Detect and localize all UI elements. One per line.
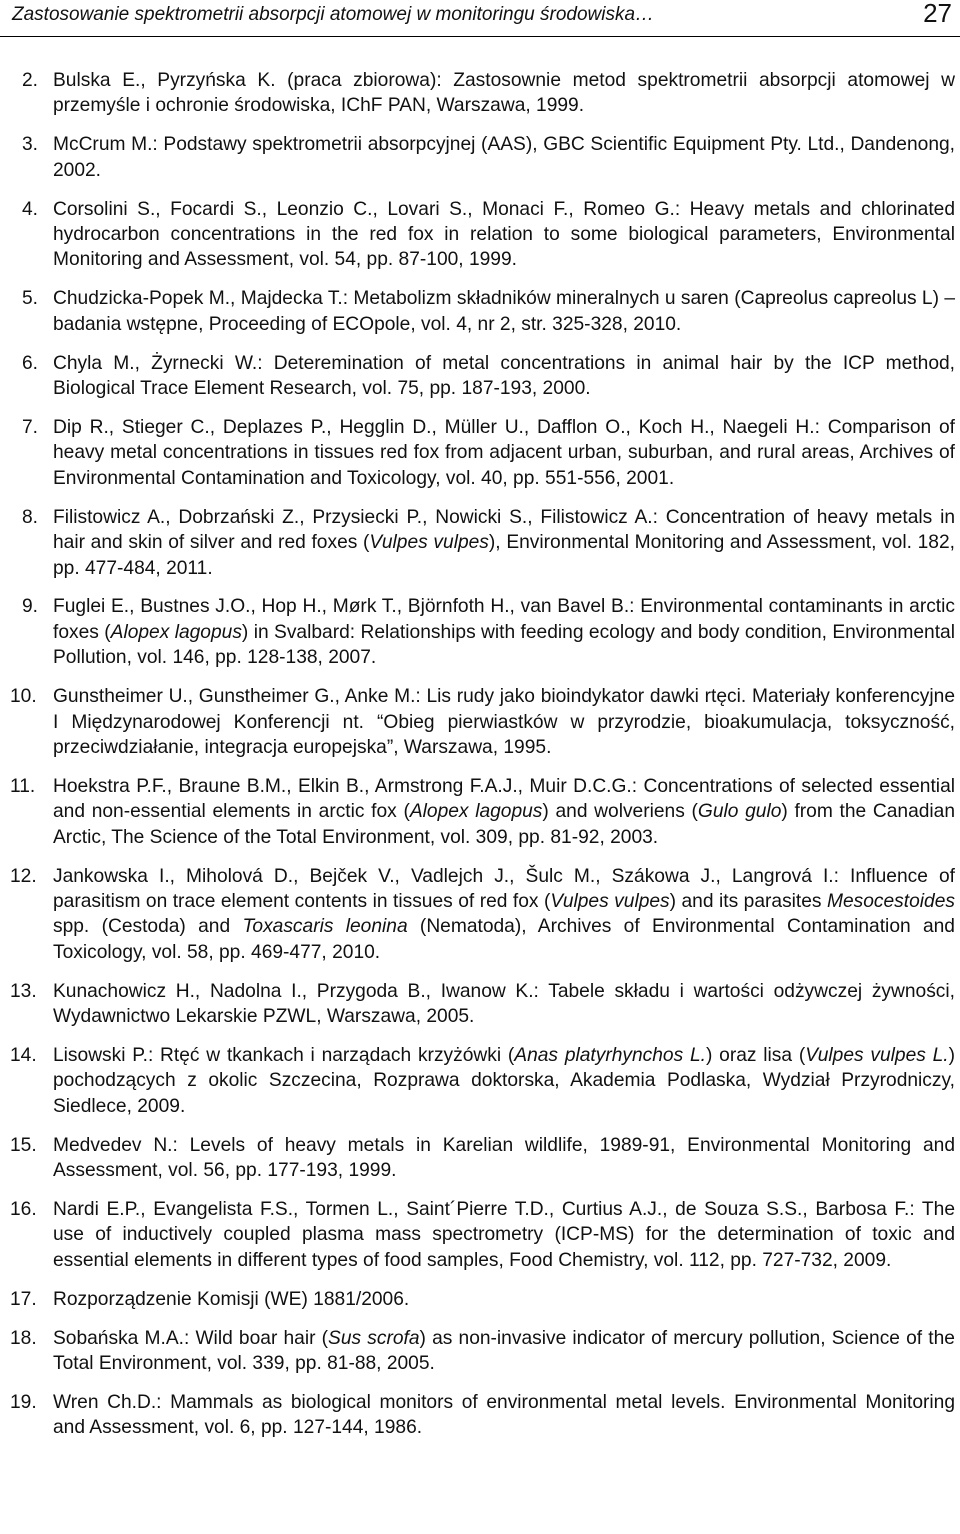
running-header-title: Zastosowanie spektrometrii absorpcji atomowej w monitoringu środowiska… xyxy=(12,4,655,25)
reference-number: 6. xyxy=(22,352,39,374)
reference-text-segment: ) and its parasites xyxy=(669,890,827,912)
reference-text xyxy=(53,134,955,180)
reference-number: 3. xyxy=(22,134,39,156)
reference-number: 18. xyxy=(10,1327,37,1349)
reference-italic-segment: Gulo gulo xyxy=(697,801,782,823)
reference-item xyxy=(0,774,960,850)
reference-text xyxy=(53,417,955,489)
reference-italic-segment: Alopex lagopus xyxy=(409,801,543,823)
reference-text xyxy=(53,776,955,848)
reference-text-segment: Chyla M., Żyrnecki W.: Deteremination of metal concentrations in animal hair by the ICP method, Biological Trace Element Research, vol. 75, pp. 187-193, 2000. xyxy=(53,352,955,400)
reference-number: 9. xyxy=(22,596,39,618)
reference-text-segment: spp. (Cestoda) and xyxy=(53,916,243,938)
header-rule xyxy=(0,36,960,37)
reference-number: 11. xyxy=(10,775,36,797)
running-header xyxy=(12,0,952,34)
reference-text xyxy=(53,1328,955,1374)
reference-number: 13. xyxy=(10,980,37,1002)
reference-item xyxy=(0,1287,960,1312)
reference-text-segment: ) and wolveriens ( xyxy=(542,801,698,823)
reference-text-segment: ), Environmental Monitoring and Assessment, vol. 182, pp. 477-484, 2011. xyxy=(53,532,955,579)
reference-item xyxy=(0,351,960,402)
reference-item xyxy=(0,68,960,119)
reference-text-segment: Wren Ch.D.: Mammals as biological monitors of environmental metal levels. Environmental Monitoring and Assessment, vol. 6, pp. 127-144, 1986. xyxy=(53,1391,955,1439)
reference-text-segment: (Nematoda), Archives of Environmental Contamination and Toxicology, vol. 58, pp. 469-477, 2010. xyxy=(53,916,955,963)
reference-item xyxy=(0,1390,960,1441)
reference-item xyxy=(0,979,960,1030)
reference-text-segment: Gunstheimer U., Gunstheimer G., Anke M.: Lis rudy jako bioindykator dawki rtęci. Materiały konferencyjne I Międzynarodowej Konferencji nt. “Obieg pierwiastków w przyrodzie, bioakumulacja, toksyczność, przeciwdziałanie, integracja europejska”, Warszawa, 1995. xyxy=(53,686,955,758)
reference-text xyxy=(53,596,955,668)
reference-text-segment: ) in Svalbard: Relationships with feeding ecology and body condition, Environmental Pollution, vol. 146, pp. 128-138, 2007. xyxy=(53,621,955,669)
reference-text xyxy=(53,686,955,758)
reference-text-segment: Chudzicka-Popek M., Majdecka T.: Metabolizm składników mineralnych u saren (Capreolus capreolus L) – badania wstępne, Proceeding of ECOpole, vol. 4, nr 2, str. 325-328, 2010. xyxy=(53,288,955,335)
reference-italic-segment: Alopex lagopus xyxy=(110,621,242,643)
reference-text xyxy=(53,1199,955,1271)
reference-item xyxy=(0,684,960,760)
reference-text xyxy=(53,70,955,116)
reference-text-segment: ) pochodzących z okolic Szczecina, Rozprawa doktorska, Akademia Podlaska, Wydział Przyrodniczy, Siedlece, 2009. xyxy=(53,1045,956,1117)
reference-text-segment: ) from the Canadian Arctic, The Science of the Total Environment, vol. 309, pp. 81-92, 2003. xyxy=(53,801,956,848)
reference-italic-segment: Vulpes vulpes xyxy=(550,890,670,912)
reference-text-segment: Filistowicz A., Dobrzański Z., Przysiecki P., Nowicki S., Filistowicz A.: Concentration of heavy metals in hair and skin of silver and red foxes ( xyxy=(53,506,955,554)
reference-text xyxy=(53,866,955,963)
reference-item xyxy=(0,505,960,581)
reference-text-segment: Jankowska I., Miholová D., Bejček V., Vadlejch J., Šulc M., Szákowa J., Langrová I.: Influence of parasitism on trace element contents in tissues of red fox ( xyxy=(53,865,955,912)
reference-number: 19. xyxy=(10,1391,37,1413)
reference-number: 2. xyxy=(22,70,39,91)
reference-item xyxy=(0,1197,960,1273)
reference-italic-segment: Mesocestoides xyxy=(827,890,955,912)
reference-text-segment: ) oraz lisa ( xyxy=(706,1045,806,1066)
reference-text-segment: Medvedev N.: Levels of heavy metals in Karelian wildlife, 1989-91, Environmental Monitoring and Assessment, vol. 56, pp. 177-193, 1999. xyxy=(53,1134,955,1182)
reference-item xyxy=(0,1326,960,1377)
reference-italic-segment: Sus scrofa xyxy=(328,1327,420,1349)
reference-number: 4. xyxy=(22,198,39,220)
reference-list xyxy=(0,68,960,1454)
reference-text-segment: Fuglei E., Bustnes J.O., Hop H., Mørk T., Björnfoth H., van Bavel B.: Environmental contaminants in arctic foxes ( xyxy=(53,596,955,643)
reference-item xyxy=(0,864,960,966)
reference-text-segment: Dip R., Stieger C., Deplazes P., Hegglin D., Müller U., Dafflon O., Koch H., Naegeli H.: Comparison of heavy metal concentrations in tissues red fox from adjacent urban, suburban, and rural areas, Archives of Environmental Contamination and Toxicology, vol. 40, pp. 551-556, 2001. xyxy=(53,416,955,489)
reference-italic-segment: Vulpes vulpes xyxy=(369,532,489,554)
reference-text xyxy=(53,1045,955,1117)
reference-text xyxy=(53,981,955,1027)
page-number: 27 xyxy=(923,0,952,28)
reference-item xyxy=(0,197,960,273)
reference-item xyxy=(0,415,960,491)
reference-italic-segment: Toxascaris leonina xyxy=(242,916,408,938)
reference-item xyxy=(0,286,960,337)
reference-text-segment: Kunachowicz H., Nadolna I., Przygoda B., Iwanow K.: Tabele składu i wartości odżywczej żywności, Wydawnictwo Lekarskie PZWL, Warszawa, 2005. xyxy=(53,980,955,1028)
reference-text-segment: Hoekstra P.F., Braune B.M., Elkin B., Armstrong F.A.J., Muir D.C.G.: Concentrations of selected essential and non-essential elements in arctic fox ( xyxy=(53,775,955,823)
reference-number: 7. xyxy=(22,416,39,438)
reference-text xyxy=(53,353,955,399)
reference-number: 14. xyxy=(10,1045,37,1066)
reference-number: 12. xyxy=(10,865,37,887)
reference-text xyxy=(53,1135,955,1181)
reference-number: 5. xyxy=(22,288,39,310)
reference-item xyxy=(0,1133,960,1184)
reference-text xyxy=(53,199,955,271)
reference-number: 16. xyxy=(10,1199,37,1221)
reference-number: 8. xyxy=(22,506,39,528)
reference-italic-segment: Vulpes vulpes L. xyxy=(805,1045,949,1066)
reference-number: 17. xyxy=(10,1288,37,1310)
reference-text-segment: Corsolini S., Focardi S., Leonzio C., Lovari S., Monaci F., Romeo G.: Heavy metals and chlorinated hydrocarbon concentrations in the red fox in relation to some biological parameters, Environmental Monitoring and Assessment, vol. 54, pp. 87-100, 1999. xyxy=(53,198,955,271)
reference-number: 15. xyxy=(10,1134,37,1156)
reference-italic-segment: Anas platyrhynchos L. xyxy=(514,1045,706,1066)
reference-item xyxy=(0,1043,960,1119)
reference-text-segment: Bulska E., Pyrzyńska K. (praca zbiorowa): Zastosownie metod spektrometrii absorpcji atomowej w przemyśle i ochronie środowiska, IChF PAN, Warszawa, 1999. xyxy=(53,70,955,117)
reference-number: 10. xyxy=(10,686,37,708)
reference-text xyxy=(53,1392,955,1438)
reference-text-segment: ) as non-invasive indicator of mercury pollution, Science of the Total Environment, vol. 339, pp. 81-88, 2005. xyxy=(53,1327,955,1375)
reference-text xyxy=(53,1289,409,1310)
reference-text xyxy=(53,507,955,579)
reference-item xyxy=(0,594,960,670)
reference-text-segment: McCrum M.: Podstawy spektrometrii absorpcyjnej (AAS), GBC Scientific Equipment Pty. Ltd., Dandenong, 2002. xyxy=(53,134,955,181)
reference-text-segment: Sobańska M.A.: Wild boar hair ( xyxy=(53,1327,329,1349)
reference-text-segment: Lisowski P.: Rtęć w tkankach i narządach krzyżówki ( xyxy=(53,1045,515,1066)
reference-text xyxy=(53,288,955,334)
reference-text-segment: Nardi E.P., Evangelista F.S., Tormen L., Saint´Pierre T.D., Curtius A.J., de Souza S.S., Barbosa F.: The use of inductively coupled plasma mass spectrometry (ICP-MS) for the determination of toxic and essential elements in different types of food samples, Food Chemistry, vol. 112, pp. 727-732, 2009. xyxy=(53,1199,955,1271)
reference-item xyxy=(0,132,960,183)
reference-text-segment: Rozporządzenie Komisji (WE) 1881/2006. xyxy=(53,1288,410,1310)
